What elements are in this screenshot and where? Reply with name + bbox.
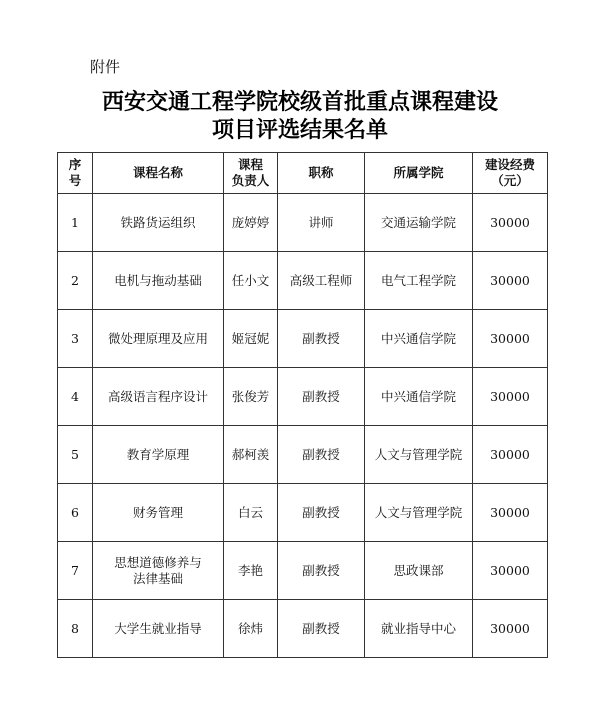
header-funding-line-1: 建设经费: [484, 157, 535, 172]
cell-funding: 30000: [473, 310, 548, 368]
table-row: [58, 310, 548, 368]
cell-index: 2: [58, 252, 93, 310]
header-funding-line-2: （元）: [491, 173, 529, 188]
cell-index: 3: [58, 310, 93, 368]
cell-owner: 任小文: [224, 252, 278, 310]
header-title: 职称: [278, 153, 365, 194]
cell-title: 副教授: [278, 310, 365, 368]
header-index-line-2: 号: [68, 173, 82, 188]
course-name-line-1: 电机与拖动基础: [114, 272, 202, 288]
course-name-line-1: 微处理原理及应用: [107, 330, 208, 346]
table-row: [58, 194, 548, 252]
cell-owner: 张俊芳: [224, 368, 278, 426]
cell-funding: 30000: [473, 194, 548, 252]
cell-college: 中兴通信学院: [365, 310, 473, 368]
header-course-name: 课程名称: [93, 153, 224, 194]
table-row: [58, 426, 548, 484]
table-header-row: [58, 153, 548, 194]
cell-course-name: [93, 368, 224, 426]
header-owner: [224, 153, 278, 194]
cell-title: 副教授: [278, 426, 365, 484]
cell-funding: 30000: [473, 542, 548, 600]
header-index: [58, 153, 93, 194]
table-row: [58, 542, 548, 600]
cell-course-name: [93, 310, 224, 368]
cell-college: 交通运输学院: [365, 194, 473, 252]
cell-title: 副教授: [278, 368, 365, 426]
course-name-line-2: 法律基础: [132, 570, 183, 586]
cell-owner: 白云: [224, 484, 278, 542]
table-row: [58, 368, 548, 426]
course-name-line-1: 思想道德修养与: [114, 554, 202, 570]
cell-course-name: [93, 484, 224, 542]
cell-title: 讲师: [278, 194, 365, 252]
cell-college: 中兴通信学院: [365, 368, 473, 426]
cell-index: 8: [58, 600, 93, 658]
cell-college: 人文与管理学院: [365, 426, 473, 484]
results-table: [57, 152, 548, 658]
cell-title: 副教授: [278, 600, 365, 658]
cell-index: 4: [58, 368, 93, 426]
cell-index: 1: [58, 194, 93, 252]
cell-college: 就业指导中心: [365, 600, 473, 658]
cell-owner: 庞婷婷: [224, 194, 278, 252]
cell-funding: 30000: [473, 368, 548, 426]
cell-title: 高级工程师: [278, 252, 365, 310]
cell-funding: 30000: [473, 484, 548, 542]
document-title-line-2: 项目评选结果名单: [211, 117, 388, 143]
cell-course-name: [93, 194, 224, 252]
course-name-line-1: 大学生就业指导: [114, 620, 202, 636]
course-name-line-1: 高级语言程序设计: [107, 388, 208, 404]
cell-funding: 30000: [473, 600, 548, 658]
cell-title: 副教授: [278, 484, 365, 542]
cell-course-name: [93, 542, 224, 600]
course-name-line-1: 教育学原理: [126, 446, 190, 462]
header-college: 所属学院: [365, 153, 473, 194]
table-row: [58, 600, 548, 658]
cell-course-name: [93, 426, 224, 484]
attachment-label: 附件: [90, 58, 121, 76]
table-row: [58, 484, 548, 542]
cell-owner: 姬冠妮: [224, 310, 278, 368]
course-name-line-1: 铁路货运组织: [120, 214, 196, 230]
cell-owner: 郝柯羡: [224, 426, 278, 484]
cell-title: 副教授: [278, 542, 365, 600]
cell-index: 5: [58, 426, 93, 484]
header-funding: [473, 153, 548, 194]
cell-course-name: [93, 600, 224, 658]
document-title-line-1: 西安交通工程学院校级首批重点课程建设: [101, 89, 498, 115]
cell-owner: 李艳: [224, 542, 278, 600]
cell-college: 人文与管理学院: [365, 484, 473, 542]
course-name-line-1: 财务管理: [132, 504, 183, 520]
header-owner-line-1: 课程: [237, 157, 263, 172]
cell-index: 6: [58, 484, 93, 542]
table-row: [58, 252, 548, 310]
header-owner-line-2: 负责人: [231, 173, 270, 188]
cell-funding: 30000: [473, 252, 548, 310]
cell-college: 思政课部: [365, 542, 473, 600]
cell-college: 电气工程学院: [365, 252, 473, 310]
cell-owner: 徐炜: [224, 600, 278, 658]
cell-course-name: [93, 252, 224, 310]
header-index-line-1: 序: [68, 157, 82, 172]
cell-funding: 30000: [473, 426, 548, 484]
cell-index: 7: [58, 542, 93, 600]
